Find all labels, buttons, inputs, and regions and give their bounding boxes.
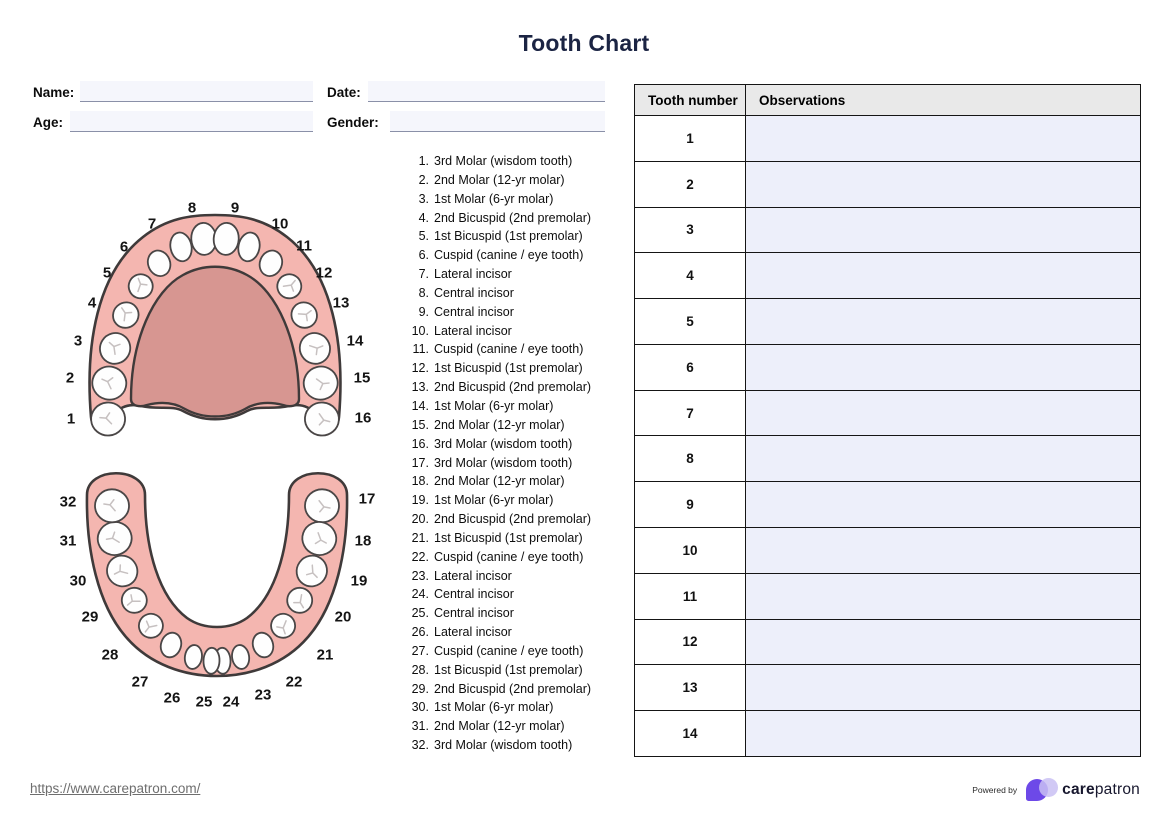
tooth-list-name: Cuspid (canine / eye tooth) [434,549,584,564]
tooth-list-name: 2nd Molar (12-yr molar) [434,417,565,432]
tooth-number-label: 5 [102,264,112,282]
observation-cell[interactable] [746,482,1141,528]
tooth-number-label: 25 [195,693,213,711]
tooth-number-label: 7 [147,215,157,233]
date-label: Date: [327,85,361,100]
tooth-list-item [404,227,619,246]
tooth-list-number: 12. [411,361,429,376]
tooth-list-number: 9. [418,304,429,319]
tooth-list-number: 24. [411,587,429,602]
tooth-list-name: 2nd Bicuspid (2nd premolar) [434,681,592,696]
tooth-list-item [404,322,619,341]
tooth-list-item [404,548,619,567]
tooth-number-cell: 9 [635,482,746,528]
tooth-list-item [404,491,619,510]
tooth-list-number: 23. [411,568,429,583]
upper-arch-diagram [55,195,395,450]
tooth-number-cell: 5 [635,299,746,345]
tooth-shape [95,489,130,523]
tooth-number-label: 30 [69,572,87,590]
tooth-list-item [404,284,619,303]
tooth-number-cell: 8 [635,436,746,482]
observations-table [634,84,1141,757]
tooth-list-name: Lateral incisor [434,568,512,583]
tooth-list-item [404,190,619,209]
table-row [635,253,1141,299]
tooth-list-item [404,209,619,228]
tooth-number-label: 13 [332,294,350,312]
tooth-list-number: 32. [411,738,429,753]
tooth-shape [203,648,220,675]
tooth-list-number: 25. [411,606,429,621]
tooth-list-name: 1st Molar (6-yr molar) [434,398,554,413]
tooth-list-number: 27. [411,643,429,658]
tooth-list-item [404,246,619,265]
tooth-name-list [404,152,619,755]
tooth-number-label: 10 [271,215,289,233]
observation-cell[interactable] [746,573,1141,619]
tooth-number-label: 4 [87,294,97,312]
tooth-list-item [404,265,619,284]
tooth-list-item [404,510,619,529]
tooth-number-label: 2 [65,369,75,387]
tooth-list-item [404,604,619,623]
tooth-list-name: 1st Bicuspid (1st premolar) [434,530,583,545]
tooth-list-name: Lateral incisor [434,323,512,338]
tooth-list-number: 31. [411,719,429,734]
tooth-list-number: 6. [418,248,429,263]
tooth-list-number: 22. [411,549,429,564]
observations-column-header: Observations [746,85,1141,116]
brand-text-regular: patron [1094,781,1140,798]
tooth-number-label: 22 [285,673,303,691]
tooth-number-cell: 13 [635,665,746,711]
tooth-list-name: 2nd Molar (12-yr molar) [434,474,565,489]
table-row [635,528,1141,574]
tooth-list-item [404,529,619,548]
tooth-number-label: 15 [353,369,371,387]
lower-arch-diagram [50,455,390,715]
tooth-list-item [404,642,619,661]
tooth-list-name: Central incisor [434,606,514,621]
tooth-number-column-header: Tooth number [635,85,746,116]
table-row [635,711,1141,757]
observation-cell[interactable] [746,161,1141,207]
date-field[interactable] [368,81,605,102]
tooth-list-number: 20. [411,512,429,527]
tooth-list-number: 21. [411,530,429,545]
observation-cell[interactable] [746,665,1141,711]
tooth-list-number: 5. [418,229,429,244]
tooth-number-label: 1 [66,410,76,428]
tooth-list-name: 2nd Bicuspid (2nd premolar) [434,380,592,395]
observation-cell[interactable] [746,344,1141,390]
tooth-list-number: 8. [418,285,429,300]
tooth-list-item [404,717,619,736]
table-row [635,482,1141,528]
tooth-list-number: 11. [412,342,429,357]
tooth-list-name: 1st Bicuspid (1st premolar) [434,361,583,376]
table-header-row [635,85,1141,116]
tooth-number-label: 31 [59,532,77,550]
tooth-number-cell: 6 [635,344,746,390]
observation-cell[interactable] [746,436,1141,482]
tooth-number-label: 6 [119,238,129,256]
observation-cell[interactable] [746,253,1141,299]
tooth-list-item [404,472,619,491]
tooth-list-number: 13. [411,380,429,395]
tooth-list-name: Central incisor [434,587,514,602]
brand-text-bold: care [1062,781,1095,798]
tooth-number-label: 23 [254,686,272,704]
tooth-list-name: Lateral incisor [434,267,512,282]
age-label: Age: [33,115,63,130]
tooth-number-cell: 2 [635,161,746,207]
tooth-list-name: 2nd Bicuspid (2nd premolar) [434,512,592,527]
carepatron-url-link[interactable]: https://www.carepatron.com/ [30,781,201,796]
tooth-list-name: 1st Molar (6-yr molar) [434,191,554,206]
tooth-list-item [404,623,619,642]
tooth-list-name: Cuspid (canine / eye tooth) [434,342,584,357]
tooth-list-item [404,736,619,755]
tooth-list-name: 1st Molar (6-yr molar) [434,700,554,715]
tooth-list-number: 29. [411,681,429,696]
table-row [635,299,1141,345]
tooth-list-number: 19. [411,493,429,508]
age-field[interactable] [70,111,313,132]
observation-cell[interactable] [746,711,1141,757]
tooth-list-item [404,416,619,435]
tooth-list-item [404,680,619,699]
tooth-number-cell: 1 [635,116,746,162]
tooth-list-number: 17. [411,455,429,470]
tooth-list-item [404,378,619,397]
tooth-number-label: 28 [101,646,119,664]
tooth-number-cell: 7 [635,390,746,436]
tooth-list-item [404,303,619,322]
observation-cell[interactable] [746,528,1141,574]
tooth-number-label: 17 [358,490,376,508]
tooth-list-name: 3rd Molar (wisdom tooth) [434,436,573,451]
tooth-number-label: 26 [163,689,181,707]
tooth-number-label: 8 [187,199,197,217]
carepatron-logo-icon [1024,778,1062,802]
table-row [635,116,1141,162]
tooth-list-number: 26. [411,625,429,640]
observations-table-body [635,116,1141,757]
tooth-list-item [404,359,619,378]
tooth-number-cell: 14 [635,711,746,757]
powered-by-label: Powered by [972,785,1018,795]
tooth-number-label: 3 [73,332,83,350]
tooth-list-name: 2nd Molar (12-yr molar) [434,719,565,734]
name-field[interactable] [80,81,313,102]
tooth-list-item [404,567,619,586]
tooth-list-item [404,454,619,473]
tooth-list-number: 18. [411,474,429,489]
tooth-list-name: 3rd Molar (wisdom tooth) [434,154,573,168]
tooth-list-name: 1st Bicuspid (1st premolar) [434,662,583,677]
powered-by-badge [972,777,1140,803]
gender-label: Gender: [327,115,379,130]
table-row [635,161,1141,207]
tooth-number-label: 12 [315,264,333,282]
page-title: Tooth Chart [518,30,650,56]
tooth-number-label: 21 [316,646,334,664]
tooth-number-label: 24 [222,693,240,711]
tooth-list-item [404,661,619,680]
tooth-list-name: Central incisor [434,304,514,319]
tooth-list-item [404,171,619,190]
tooth-list-number: 3. [418,191,429,206]
table-row [635,436,1141,482]
tooth-list-name: Lateral incisor [434,625,512,640]
tooth-list-name: Central incisor [434,285,514,300]
tooth-list-item [404,435,619,454]
tooth-number-cell: 10 [635,528,746,574]
tooth-number-label: 16 [354,409,372,427]
tooth-list-item [404,397,619,416]
tooth-shape [305,489,340,523]
carepatron-brand-text [1062,781,1140,799]
tooth-list-item [404,585,619,604]
tooth-list-item [404,152,619,171]
tooth-number-label: 19 [350,572,368,590]
tooth-number-cell: 3 [635,207,746,253]
tooth-list-number: 28. [411,662,429,677]
tooth-number-cell: 12 [635,619,746,665]
table-row [635,619,1141,665]
tooth-list-number: 16. [411,436,429,451]
tooth-list-name: 3rd Molar (wisdom tooth) [434,738,573,753]
gender-field[interactable] [390,111,605,132]
tooth-list-number: 2. [418,172,429,187]
tooth-list-name: 2nd Bicuspid (2nd premolar) [434,210,592,225]
tooth-list-number: 15. [411,417,429,432]
table-row [635,207,1141,253]
tooth-number-label: 18 [354,532,372,550]
observation-cell[interactable] [746,619,1141,665]
tooth-list-number: 4. [418,210,429,225]
table-row [635,573,1141,619]
tooth-number-label: 29 [81,608,99,626]
tooth-list-number: 10. [411,323,429,338]
tooth-number-label: 27 [131,673,149,691]
tooth-list-number: 14. [411,398,429,413]
observation-cell[interactable] [746,207,1141,253]
table-row [635,665,1141,711]
observation-cell[interactable] [746,116,1141,162]
tooth-list-name: 1st Molar (6-yr molar) [434,493,554,508]
tooth-list-number: 7. [418,267,429,282]
observation-cell[interactable] [746,299,1141,345]
tooth-number-label: 14 [346,332,364,350]
tooth-list-number: 30. [411,700,429,715]
logo-blob-light [1039,778,1058,797]
tooth-list-item [404,698,619,717]
tooth-number-cell: 11 [635,573,746,619]
tooth-list-name: Cuspid (canine / eye tooth) [434,643,584,658]
name-label: Name: [33,85,75,100]
tooth-number-label: 11 [296,237,312,255]
tooth-list-number: 1. [418,154,429,168]
tooth-number-label: 20 [334,608,352,626]
tooth-number-cell: 4 [635,253,746,299]
tooth-list-name: 3rd Molar (wisdom tooth) [434,455,573,470]
tooth-number-label: 9 [230,199,240,217]
table-row [635,390,1141,436]
table-row [635,344,1141,390]
tooth-list-name: Cuspid (canine / eye tooth) [434,248,584,263]
tooth-list-name: 2nd Molar (12-yr molar) [434,172,565,187]
tooth-list-name: 1st Bicuspid (1st premolar) [434,229,583,244]
observation-cell[interactable] [746,390,1141,436]
tooth-list-item [404,340,619,359]
tooth-number-label: 32 [59,493,77,511]
